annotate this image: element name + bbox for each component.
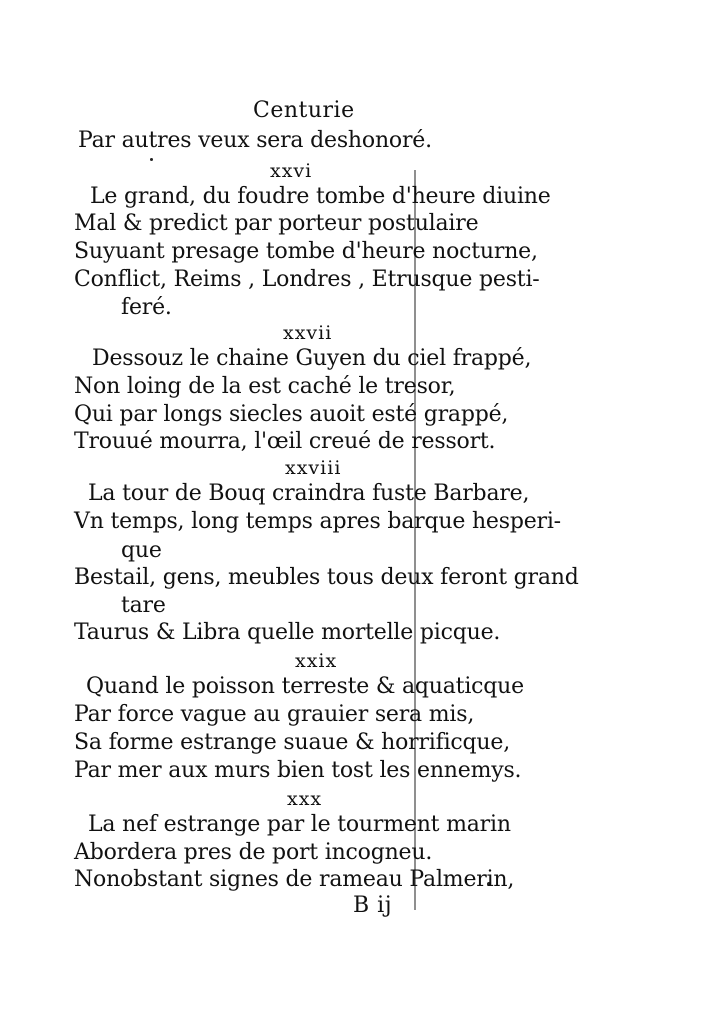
verse-line: que bbox=[121, 538, 162, 563]
verse-line: Dessouz le chaine Guyen du ciel frappé, bbox=[92, 346, 532, 371]
verse-line: Par mer aux murs bien tost les ennemys. bbox=[74, 758, 522, 783]
quatrain-number-29: xxix bbox=[295, 650, 338, 672]
verse-line: Suyuant presage tombe d'heure nocturne, bbox=[74, 239, 538, 264]
quatrain-number-28: xxviii bbox=[285, 457, 342, 479]
verse-line: Quand le poisson terreste & aquaticque bbox=[86, 674, 524, 699]
verse-line: tare bbox=[121, 593, 166, 618]
verse-line: Nonobstant signes de rameau Palmerin, bbox=[74, 867, 515, 892]
verse-line: feré. bbox=[121, 295, 172, 320]
verse-line: Conflict, Reims , Londres , Etrusque pesti- bbox=[74, 267, 540, 292]
verse-line: Abordera pres de port incogneu. bbox=[74, 840, 433, 865]
verse-line: Par force vague au grauier sera mis, bbox=[74, 702, 475, 727]
verse-line: Non loing de la est caché le tresor, bbox=[74, 374, 456, 399]
ink-speck bbox=[150, 158, 153, 161]
verse-line: Trouué mourra, l'œil creué de ressort. bbox=[74, 429, 496, 454]
verse-line: Qui par longs siecles auoit esté grappé, bbox=[74, 402, 509, 427]
verse-line: Le grand, du foudre tombe d'heure diuine bbox=[90, 184, 551, 209]
quatrain-number-27: xxvii bbox=[283, 322, 333, 344]
verse-line: Sa forme estrange suaue & horrificque, bbox=[74, 730, 510, 755]
signature-mark: B ij bbox=[353, 893, 393, 918]
verse-line: Bestail, gens, meubles tous deux feront grand bbox=[74, 565, 579, 590]
page-header-title: Centurie bbox=[253, 98, 355, 123]
quatrain-number-30: xxx bbox=[287, 788, 323, 810]
verse-line: Vn temps, long temps apres barque hesperi- bbox=[74, 509, 561, 534]
verse-line: Par autres veux sera deshonoré. bbox=[78, 128, 432, 153]
verse-line: La tour de Bouq craindra fuste Barbare, bbox=[88, 481, 530, 506]
verse-line: Taurus & Libra quelle mortelle picque. bbox=[74, 620, 501, 645]
verse-line: Mal & predict par porteur postulaire bbox=[74, 211, 479, 236]
quatrain-number-26: xxvi bbox=[270, 160, 313, 182]
verse-line: La nef estrange par le tourment marin bbox=[88, 812, 511, 837]
